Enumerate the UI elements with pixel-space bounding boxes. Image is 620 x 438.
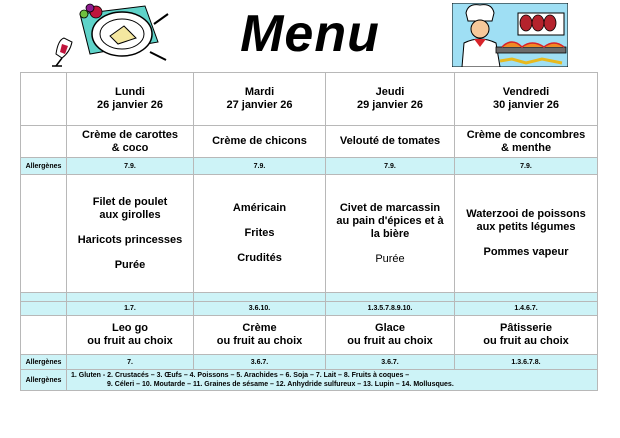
allergen-label: Allergènes bbox=[21, 355, 67, 370]
dish-line: Crème de carottes bbox=[82, 128, 178, 141]
dessert-allergens-row bbox=[21, 355, 598, 370]
day-date: 29 janvier 26 bbox=[356, 99, 424, 111]
dish-line: aux petits légumes bbox=[476, 221, 576, 233]
dish-line: Crème de chicons bbox=[212, 135, 307, 147]
day-header-monday bbox=[67, 73, 194, 126]
allergen-codes: 3.6.10. bbox=[194, 302, 326, 316]
dish-line: Pâtisserie bbox=[500, 322, 552, 334]
allergen-legend-row bbox=[21, 370, 598, 391]
main-tuesday bbox=[194, 175, 326, 293]
menu-table bbox=[20, 72, 598, 391]
dessert-thursday bbox=[326, 316, 455, 355]
dish-line: Waterzooi de poissons bbox=[466, 208, 586, 220]
dish-line: Leo go bbox=[111, 322, 149, 334]
dish-line: Crudités bbox=[237, 252, 282, 264]
allergen-codes: 7.9. bbox=[326, 158, 455, 175]
dish-line: Purée bbox=[375, 252, 405, 265]
day-header-tuesday bbox=[194, 73, 326, 126]
dessert-monday bbox=[67, 316, 194, 355]
day-header-thursday bbox=[326, 73, 455, 126]
dish-line: Haricots princesses bbox=[77, 233, 183, 246]
dish-line: Frites bbox=[244, 227, 275, 239]
allergen-codes: 1.3.6.7.8. bbox=[455, 355, 598, 370]
allergen-codes: 3.6.7. bbox=[194, 355, 326, 370]
main-monday bbox=[67, 175, 194, 293]
dish-line: ou fruit au choix bbox=[347, 335, 433, 347]
soup-monday bbox=[67, 126, 194, 158]
day-name: Vendredi bbox=[502, 86, 550, 98]
dish-line: Crème de concombres bbox=[466, 128, 586, 141]
dish-line: ou fruit au choix bbox=[87, 335, 173, 347]
allergen-codes: 1.4.6.7. bbox=[455, 302, 598, 316]
dish-line: au pain d'épices et à bbox=[336, 214, 444, 227]
dessert-row bbox=[21, 316, 598, 355]
page-title: Menu bbox=[240, 5, 380, 63]
separator-row bbox=[21, 293, 598, 302]
day-header-friday bbox=[455, 73, 598, 126]
soup-thursday bbox=[326, 126, 455, 158]
day-name: Jeudi bbox=[375, 86, 405, 98]
dish-line: Américain bbox=[232, 202, 287, 214]
dish-line: & menthe bbox=[500, 141, 552, 154]
allergen-label: Allergènes bbox=[21, 158, 67, 175]
dish-line: & coco bbox=[111, 141, 149, 154]
allergen-label: Allergènes bbox=[21, 370, 67, 391]
soup-allergens-row bbox=[21, 158, 598, 175]
main-allergens-row bbox=[21, 302, 598, 316]
dish-line: Pommes vapeur bbox=[483, 246, 569, 258]
main-friday bbox=[455, 175, 598, 293]
corner-cell bbox=[21, 73, 67, 126]
soup-tuesday bbox=[194, 126, 326, 158]
dish-line: ou fruit au choix bbox=[216, 335, 303, 347]
allergen-codes: 7.9. bbox=[67, 158, 194, 175]
dish-line: la bière bbox=[370, 227, 410, 240]
main-thursday bbox=[326, 175, 455, 293]
allergen-codes: 7.9. bbox=[194, 158, 326, 175]
allergen-legend-line: 9. Céleri – 10. Moutarde – 11. Graines de sésame – 12. Anhydride sulfureux – 13. Lupin – 14. Mollusques. bbox=[107, 381, 454, 388]
day-header-row bbox=[21, 73, 598, 126]
allergen-legend bbox=[67, 370, 598, 391]
dish-line: Crème bbox=[242, 322, 277, 334]
dish-line: aux girolles bbox=[99, 208, 161, 221]
dish-line: Velouté de tomates bbox=[339, 135, 441, 147]
dish-line: Purée bbox=[114, 258, 146, 271]
allergen-codes: 7. bbox=[67, 355, 194, 370]
chef-icon bbox=[452, 3, 568, 67]
soup-friday bbox=[455, 126, 598, 158]
dessert-tuesday bbox=[194, 316, 326, 355]
dish-line: Filet de poulet bbox=[92, 195, 168, 208]
day-date: 26 janvier 26 bbox=[96, 99, 164, 111]
dessert-friday bbox=[455, 316, 598, 355]
dish-line: ou fruit au choix bbox=[483, 335, 569, 347]
allergen-codes: 7.9. bbox=[455, 158, 598, 175]
dish-line: Civet de marcassin bbox=[339, 201, 441, 214]
day-date: 30 janvier 26 bbox=[492, 99, 560, 111]
day-date: 27 janvier 26 bbox=[226, 99, 293, 111]
allergen-codes: 3.6.7. bbox=[326, 355, 455, 370]
soup-row bbox=[21, 126, 598, 158]
allergen-codes: 1.7. bbox=[67, 302, 194, 316]
allergen-codes: 1.3.5.7.8.9.10. bbox=[326, 302, 455, 316]
day-name: Lundi bbox=[115, 86, 145, 98]
main-course-row bbox=[21, 175, 598, 293]
day-name: Mardi bbox=[244, 86, 275, 98]
allergen-legend-line: 1. Gluten - 2. Crustacés – 3. Œufs – 4. Poissons – 5. Arachides – 6. Soja – 7. Lait – 8. Fruits à coques – bbox=[71, 372, 410, 379]
dish-line: Glace bbox=[375, 322, 405, 334]
